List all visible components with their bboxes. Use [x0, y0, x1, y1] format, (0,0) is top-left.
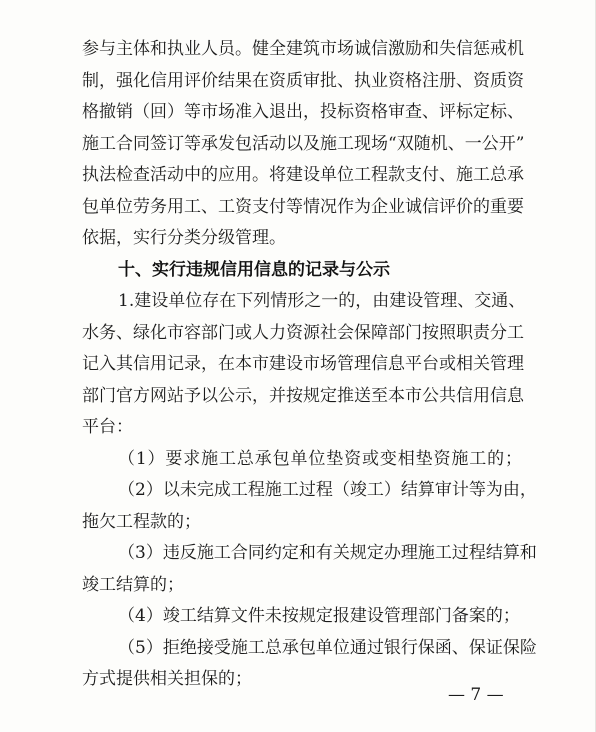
paragraph-2-line: 1.建设单位存在下列情形之一的，由建设管理、交通、: [118, 291, 526, 311]
paragraph-2-line: 水务、绿化市容部门或人力资源社会保障部门按照职责分工: [82, 323, 524, 343]
list-item-5-continuation: 方式提供相关担保的；: [82, 669, 252, 689]
list-item-3: （3）违反施工合同约定和有关规定办理施工过程结算和: [118, 543, 537, 563]
paragraph-1-line: 包单位劳务用工、工资支付等情况作为企业诚信评价的重要: [82, 197, 524, 217]
list-item-1: （1）要求施工总承包单位垫资或变相垫资施工的；: [118, 449, 522, 469]
list-item-4: （4）竣工结算文件未按规定报建设管理部门备案的；: [118, 606, 520, 626]
paragraph-1-line: 格撤销（回）等市场准入退出，投标资格审查、评标定标、: [82, 102, 524, 122]
paragraph-1-line: 执法检查活动中的应用。将建设单位工程款支付、施工总承: [82, 165, 524, 185]
list-item-2-continuation: 拖欠工程款的；: [82, 512, 201, 532]
paragraph-2-line: 部门官方网站予以公示，并按规定推送至本市公共信用信息: [82, 386, 524, 406]
paragraph-1-line: 依据，实行分类分级管理。: [82, 228, 286, 248]
list-item-5: （5）拒绝接受施工总承包单位通过银行保函、保证保险: [118, 638, 537, 658]
page-number: — 7 —: [448, 685, 504, 705]
paragraph-1-line: 制，强化信用评价结果在资质审批、执业资格注册、资质资: [82, 71, 524, 91]
list-item-3-continuation: 竣工结算的；: [82, 575, 184, 595]
paragraph-2-line: 平台：: [82, 417, 133, 437]
paragraph-2-line: 记入其信用记录，在本市建设市场管理信息平台或相关管理: [82, 354, 524, 374]
paragraph-1-line: 参与主体和执业人员。健全建筑市场诚信激励和失信惩戒机: [82, 39, 524, 59]
paragraph-1-line: 施工合同签订等承发包活动以及施工现场“双随机、一公开”: [82, 134, 525, 154]
list-item-2: （2）以未完成工程施工过程（竣工）结算审计等为由，: [118, 480, 537, 500]
section-heading: 十、实行违规信用信息的记录与公示: [118, 260, 390, 280]
